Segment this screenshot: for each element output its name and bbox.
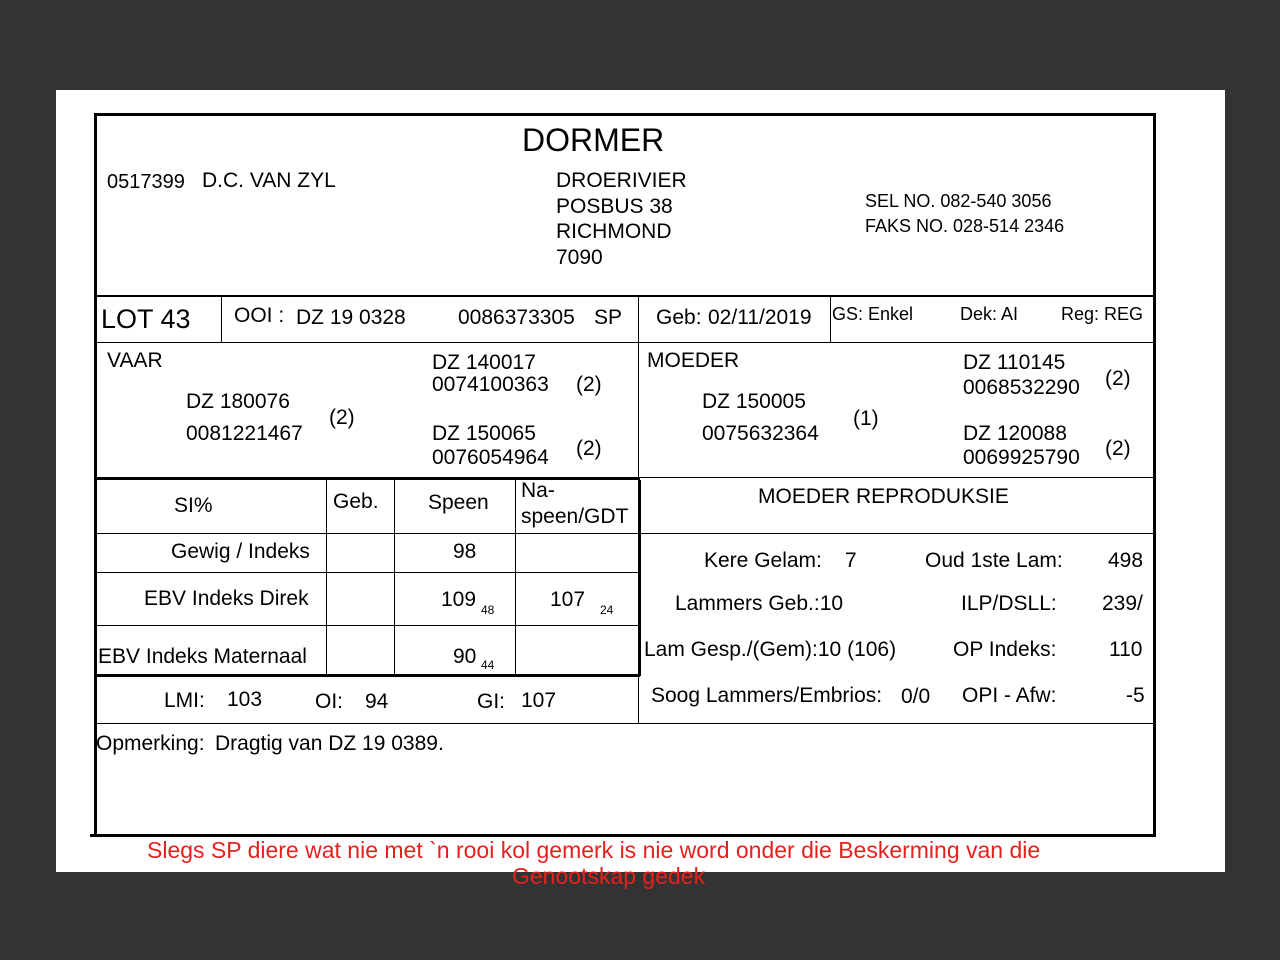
moeder-dam-id: DZ 120088 bbox=[963, 422, 1067, 445]
moeder-dam-count: (2) bbox=[1105, 437, 1131, 460]
table-hline-1 bbox=[94, 533, 1156, 534]
moeder-count: (1) bbox=[853, 407, 879, 430]
vaar-sire-number: 0074100363 bbox=[432, 373, 549, 396]
moeder-label: MOEDER bbox=[647, 349, 740, 372]
moeder-dam-number: 0069925790 bbox=[963, 446, 1080, 469]
lam-gesp: Lam Gesp./(Gem):10 (106) bbox=[644, 638, 897, 661]
ilp-value: 239/ bbox=[1102, 592, 1143, 615]
divider-header bbox=[94, 295, 1156, 297]
moeder-sire-id: DZ 110145 bbox=[963, 351, 1066, 374]
fax-number: FAKS NO. 028-514 2346 bbox=[865, 216, 1065, 236]
table-hline-4 bbox=[94, 674, 640, 677]
oud-1ste-lam-value: 498 bbox=[1108, 549, 1144, 572]
vaar-dam-number: 0076054964 bbox=[432, 446, 549, 469]
gi-label: GI: bbox=[477, 690, 506, 713]
soog-label: Soog Lammers/Embrios: bbox=[651, 684, 883, 707]
gs-type: GS: Enkel bbox=[832, 304, 914, 324]
table-vline-4 bbox=[638, 480, 641, 676]
border-left bbox=[94, 113, 97, 836]
op-indeks-value: 110 bbox=[1109, 638, 1143, 661]
row-direk-naspeen: 107 bbox=[550, 588, 586, 611]
gi-value: 107 bbox=[521, 689, 557, 712]
divider-pedigree bbox=[94, 477, 640, 480]
kere-gelam-value: 7 bbox=[845, 549, 857, 572]
ooi-id: DZ 19 0328 bbox=[296, 306, 406, 329]
opi-value: -5 bbox=[1126, 684, 1145, 707]
header-speen: Speen bbox=[428, 491, 489, 514]
table-vline-3 bbox=[515, 480, 516, 676]
ooi-class: SP bbox=[594, 306, 623, 329]
row-direk-naspeen-sub: 24 bbox=[600, 603, 614, 617]
divider-lot bbox=[94, 342, 1156, 343]
vaar-label: VAAR bbox=[107, 349, 163, 372]
op-indeks-label: OP Indeks: bbox=[953, 638, 1057, 661]
catalog-card bbox=[56, 90, 1225, 889]
ooi-number: 0086373305 bbox=[458, 306, 575, 329]
vaar-count: (2) bbox=[329, 406, 355, 429]
vaar-id: DZ 180076 bbox=[186, 390, 290, 413]
geb-date: 02/11/2019 bbox=[708, 306, 812, 329]
moeder-id: DZ 150005 bbox=[702, 390, 806, 413]
table-hline-3 bbox=[94, 625, 640, 626]
footer-notice: Slegs SP diere wat nie met `n rooi kol gemerk is nie word onder die Beskerming van die bbox=[147, 837, 1041, 863]
lmi-value: 103 bbox=[227, 688, 263, 711]
dek-type: Dek: AI bbox=[960, 304, 1019, 324]
row-direk-label: EBV Indeks Direk bbox=[144, 587, 309, 610]
row-direk-speen-sub: 48 bbox=[481, 603, 495, 617]
border-top bbox=[94, 113, 1156, 116]
ilp-label: ILP/DSLL: bbox=[961, 592, 1057, 615]
vaar-sire-id: DZ 140017 bbox=[432, 351, 536, 374]
header-geb: Geb. bbox=[333, 490, 379, 513]
breeder-number: 0517399 bbox=[107, 171, 185, 193]
vline-geb bbox=[830, 296, 831, 343]
row-gewig-speen: 98 bbox=[453, 540, 477, 563]
row-gewig-label: Gewig / Indeks bbox=[171, 540, 310, 563]
table-vline-1 bbox=[326, 480, 327, 676]
lammers-geb: Lammers Geb.:10 bbox=[675, 592, 844, 615]
kere-gelam-label: Kere Gelam: bbox=[704, 549, 822, 572]
soog-value: 0/0 bbox=[901, 685, 931, 708]
footer-notice-cut: Genootskap gedek bbox=[512, 863, 706, 889]
table-vline-2 bbox=[394, 480, 395, 676]
breeder-name: D.C. VAN ZYL bbox=[202, 169, 336, 192]
header-si: SI% bbox=[174, 494, 213, 517]
address-line-1: DROERIVIER bbox=[556, 169, 687, 192]
oi-value: 94 bbox=[365, 690, 389, 713]
moeder-number: 0075632364 bbox=[702, 422, 819, 445]
vaar-sire-count: (2) bbox=[576, 373, 602, 396]
row-maternaal-label: EBV Indeks Maternaal bbox=[98, 645, 307, 668]
table-hline-5 bbox=[94, 723, 1156, 724]
ooi-label: OOI : bbox=[234, 304, 285, 327]
oud-1ste-lam-label: Oud 1ste Lam: bbox=[925, 549, 1063, 572]
oi-label: OI: bbox=[315, 690, 344, 713]
remark-label: Opmerking: bbox=[96, 732, 205, 755]
address-line-4: 7090 bbox=[556, 246, 603, 269]
vaar-dam-id: DZ 150065 bbox=[432, 422, 536, 445]
moeder-sire-count: (2) bbox=[1105, 367, 1131, 390]
header-naspeen-1: Na- bbox=[521, 479, 555, 502]
remark-text: Dragtig van DZ 19 0389. bbox=[215, 732, 444, 755]
moeder-sire-number: 0068532290 bbox=[963, 376, 1080, 399]
vaar-number: 0081221467 bbox=[186, 422, 303, 445]
row-maternaal-speen: 90 bbox=[453, 645, 477, 668]
address-line-3: RICHMOND bbox=[556, 220, 672, 243]
table-hline-2 bbox=[94, 572, 640, 573]
address-line-2: POSBUS 38 bbox=[556, 195, 673, 218]
phone-number: SEL NO. 082-540 3056 bbox=[865, 191, 1052, 211]
border-right bbox=[1153, 113, 1156, 836]
breed-title: DORMER bbox=[522, 122, 665, 158]
divider-pedigree-right bbox=[638, 477, 1156, 478]
vaar-dam-count: (2) bbox=[576, 437, 602, 460]
header-naspeen-2: speen/GDT bbox=[521, 505, 629, 528]
reproduction-title: MOEDER REPRODUKSIE bbox=[758, 485, 1009, 508]
vline-lot bbox=[221, 296, 222, 343]
opi-label: OPI - Afw: bbox=[962, 684, 1057, 707]
row-direk-speen: 109 bbox=[441, 588, 477, 611]
row-maternaal-speen-sub: 44 bbox=[481, 658, 495, 672]
lot-label: LOT 43 bbox=[101, 304, 191, 334]
lmi-label: LMI: bbox=[164, 689, 205, 712]
geb-label: Geb: bbox=[656, 306, 702, 329]
reg-type: Reg: REG bbox=[1061, 304, 1144, 324]
